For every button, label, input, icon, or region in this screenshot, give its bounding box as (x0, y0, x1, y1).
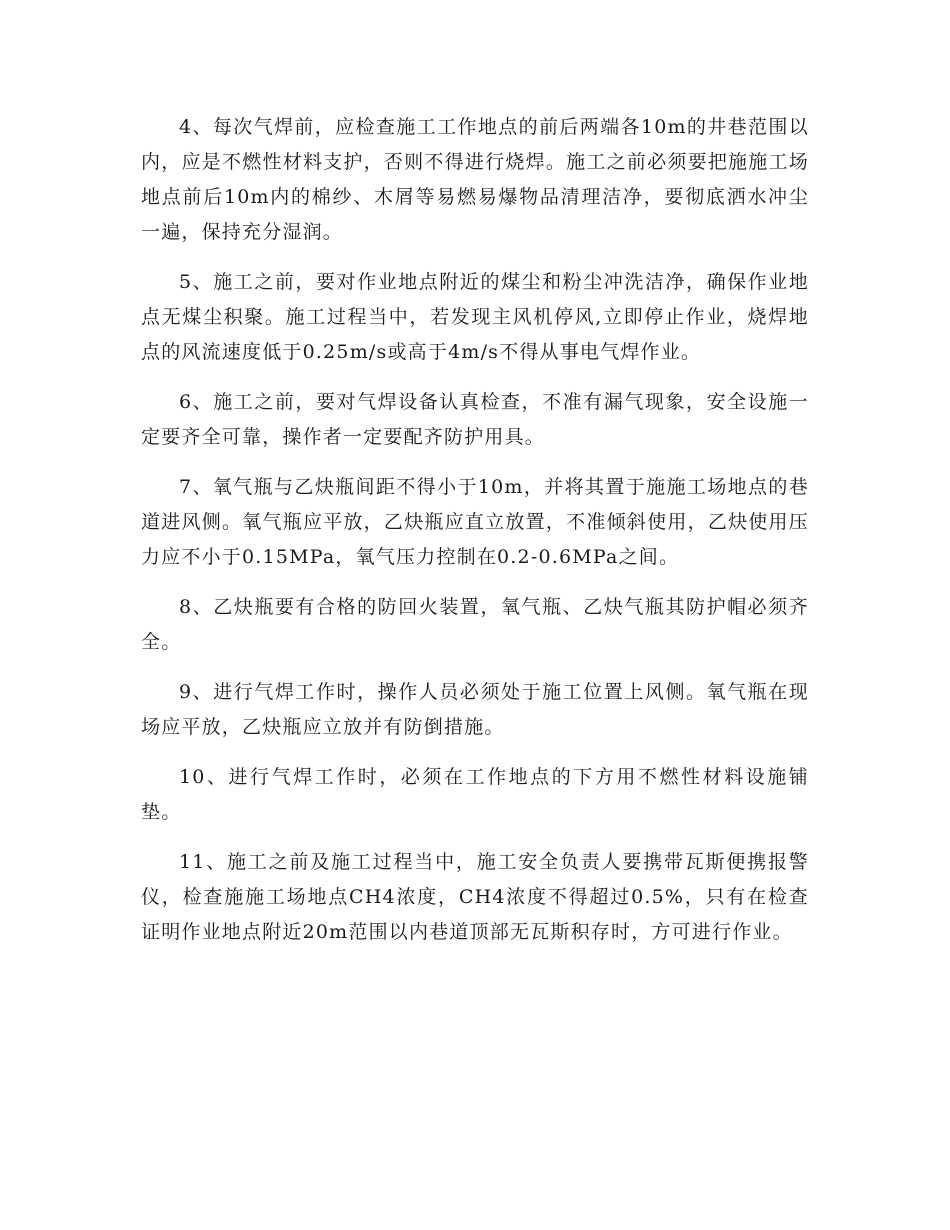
paragraph-item-11: 11、施工之前及施工过程当中，施工安全负责人要携带瓦斯便携报警仪，检查施施工场地点CH4浓度，CH4浓度不得超过0.5%，只有在检查证明作业地点附近20m范围以内巷道顶部无瓦斯积存时，方可进行作业。 (141, 851, 809, 943)
paragraph-item-7: 7、氧气瓶与乙炔瓶间距不得小于10m，并将其置于施施工场地点的巷道进风侧。氧气瓶应平放，乙炔瓶应直立放置，不准倾斜使用，乙炔使用压力应不小于0.15MPa，氧气压力控制在0.2-0.6MPa之间。 (141, 476, 809, 568)
paragraph-item-8: 8、乙炔瓶要有合格的防回火装置，氧气瓶、乙炔气瓶其防护帽必须齐全。 (141, 596, 809, 653)
paragraph-item-6: 6、施工之前，要对气焊设备认真检查，不准有漏气现象，安全设施一定要齐全可靠，操作者一定要配齐防护用具。 (141, 391, 809, 448)
document-body (141, 110, 809, 965)
paragraph-item-10: 10、进行气焊工作时，必须在工作地点的下方用不燃性材料设施铺垫。 (141, 766, 809, 823)
paragraph-item-4: 4、每次气焊前，应检查施工工作地点的前后两端各10m的井巷范围以内，应是不燃性材料支护，否则不得进行烧焊。施工之前必须要把施施工场地点前后10m内的棉纱、木屑等易燃易爆物品清理洁净，要彻底洒水冲尘一遍，保持充分湿润。 (141, 116, 809, 243)
paragraph-item-9: 9、进行气焊工作时，操作人员必须处于施工位置上风侧。氧气瓶在现场应平放，乙炔瓶应立放并有防倒措施。 (141, 681, 809, 738)
paragraph-item-5: 5、施工之前，要对作业地点附近的煤尘和粉尘冲洗洁净，确保作业地点无煤尘积聚。施工过程当中，若发现主风机停风,立即停止作业，烧焊地点的风流速度低于0.25m/s或高于4m/s不得从事电气焊作业。 (141, 271, 809, 363)
